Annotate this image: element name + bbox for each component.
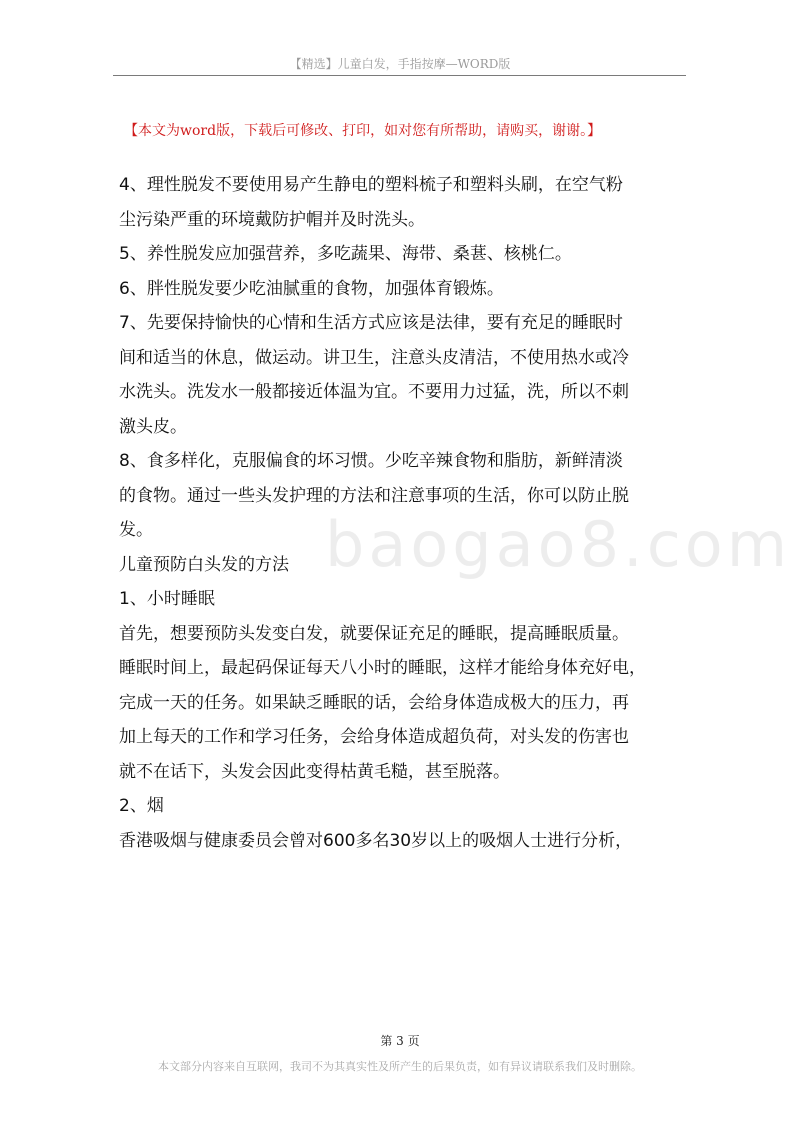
body-line: 4、理性脱发不要使用易产生静电的塑料梳子和塑料头刷，在空气粉 [119,175,623,195]
body-line: 发。 [119,520,153,540]
purchase-notice: 【本文为word版，下载后可修改、打印，如对您有所帮助，请购买，谢谢。】 [124,123,602,139]
subsection-heading: 1、小时睡眠 [119,589,215,609]
page-header: 【精选】儿童白发，手指按摩—WORD版 [289,57,511,71]
body-line: 首先，想要预防头发变白发，就要保证充足的睡眠，提高睡眠质量。 [119,623,629,644]
body-line: 就不在话下，头发会因此变得枯黄毛糙，甚至脱落。 [119,761,510,782]
body-line: 激头皮。 [119,416,187,437]
body-line: 完成一天的任务。如果缺乏睡眠的话，会给身体造成极大的压力，再 [119,692,629,713]
watermark: baogao8.com [325,508,792,581]
body-line: 香港吸烟与健康委员会曾对600多名30岁以上的吸烟人士进行分析， [119,830,633,851]
body-line: 水洗头。洗发水一般都接近体温为宜。不要用力过猛，洗，所以不刺 [119,382,629,402]
body-line: 的食物。通过一些头发护理的方法和注意事项的生活，你可以防止脱 [119,485,629,506]
body-line: 尘污染严重的环境戴防护帽并及时洗头。 [119,209,425,230]
header-divider [113,75,686,76]
section-heading: 儿童预防白头发的方法 [119,554,289,575]
body-line: 6、胖性脱发要少吃油腻重的食物，加强体育锻炼。 [119,278,504,299]
subsection-heading: 2、烟 [119,796,164,816]
document-body [119,168,685,858]
body-line: 加上每天的工作和学习任务，会给身体造成超负荷，对头发的伤害也 [119,727,629,747]
body-line: 7、先要保持愉快的心情和生活方式应该是法律，要有充足的睡眠时 [119,313,623,333]
body-line: 睡眠时间上，最起码保证每天八小时的睡眠，这样才能给身体充好电， [119,658,646,678]
body-line: 间和适当的休息，做运动。讲卫生，注意头皮清洁，不使用热水或冷 [119,347,629,368]
body-line: 8、食多样化，克服偏食的坏习惯。少吃辛辣食物和脂肪，新鲜清淡 [119,451,623,471]
page-number: 第 3 页 [380,1034,420,1048]
footer-disclaimer: 本文部分内容来自互联网，我司不为其真实性及所产生的后果负责，如有异议请联系我们及时删除。 [158,1060,642,1073]
body-line: 5、养性脱发应加强营养，多吃蔬果、海带、桑葚、核桃仁。 [119,244,572,264]
